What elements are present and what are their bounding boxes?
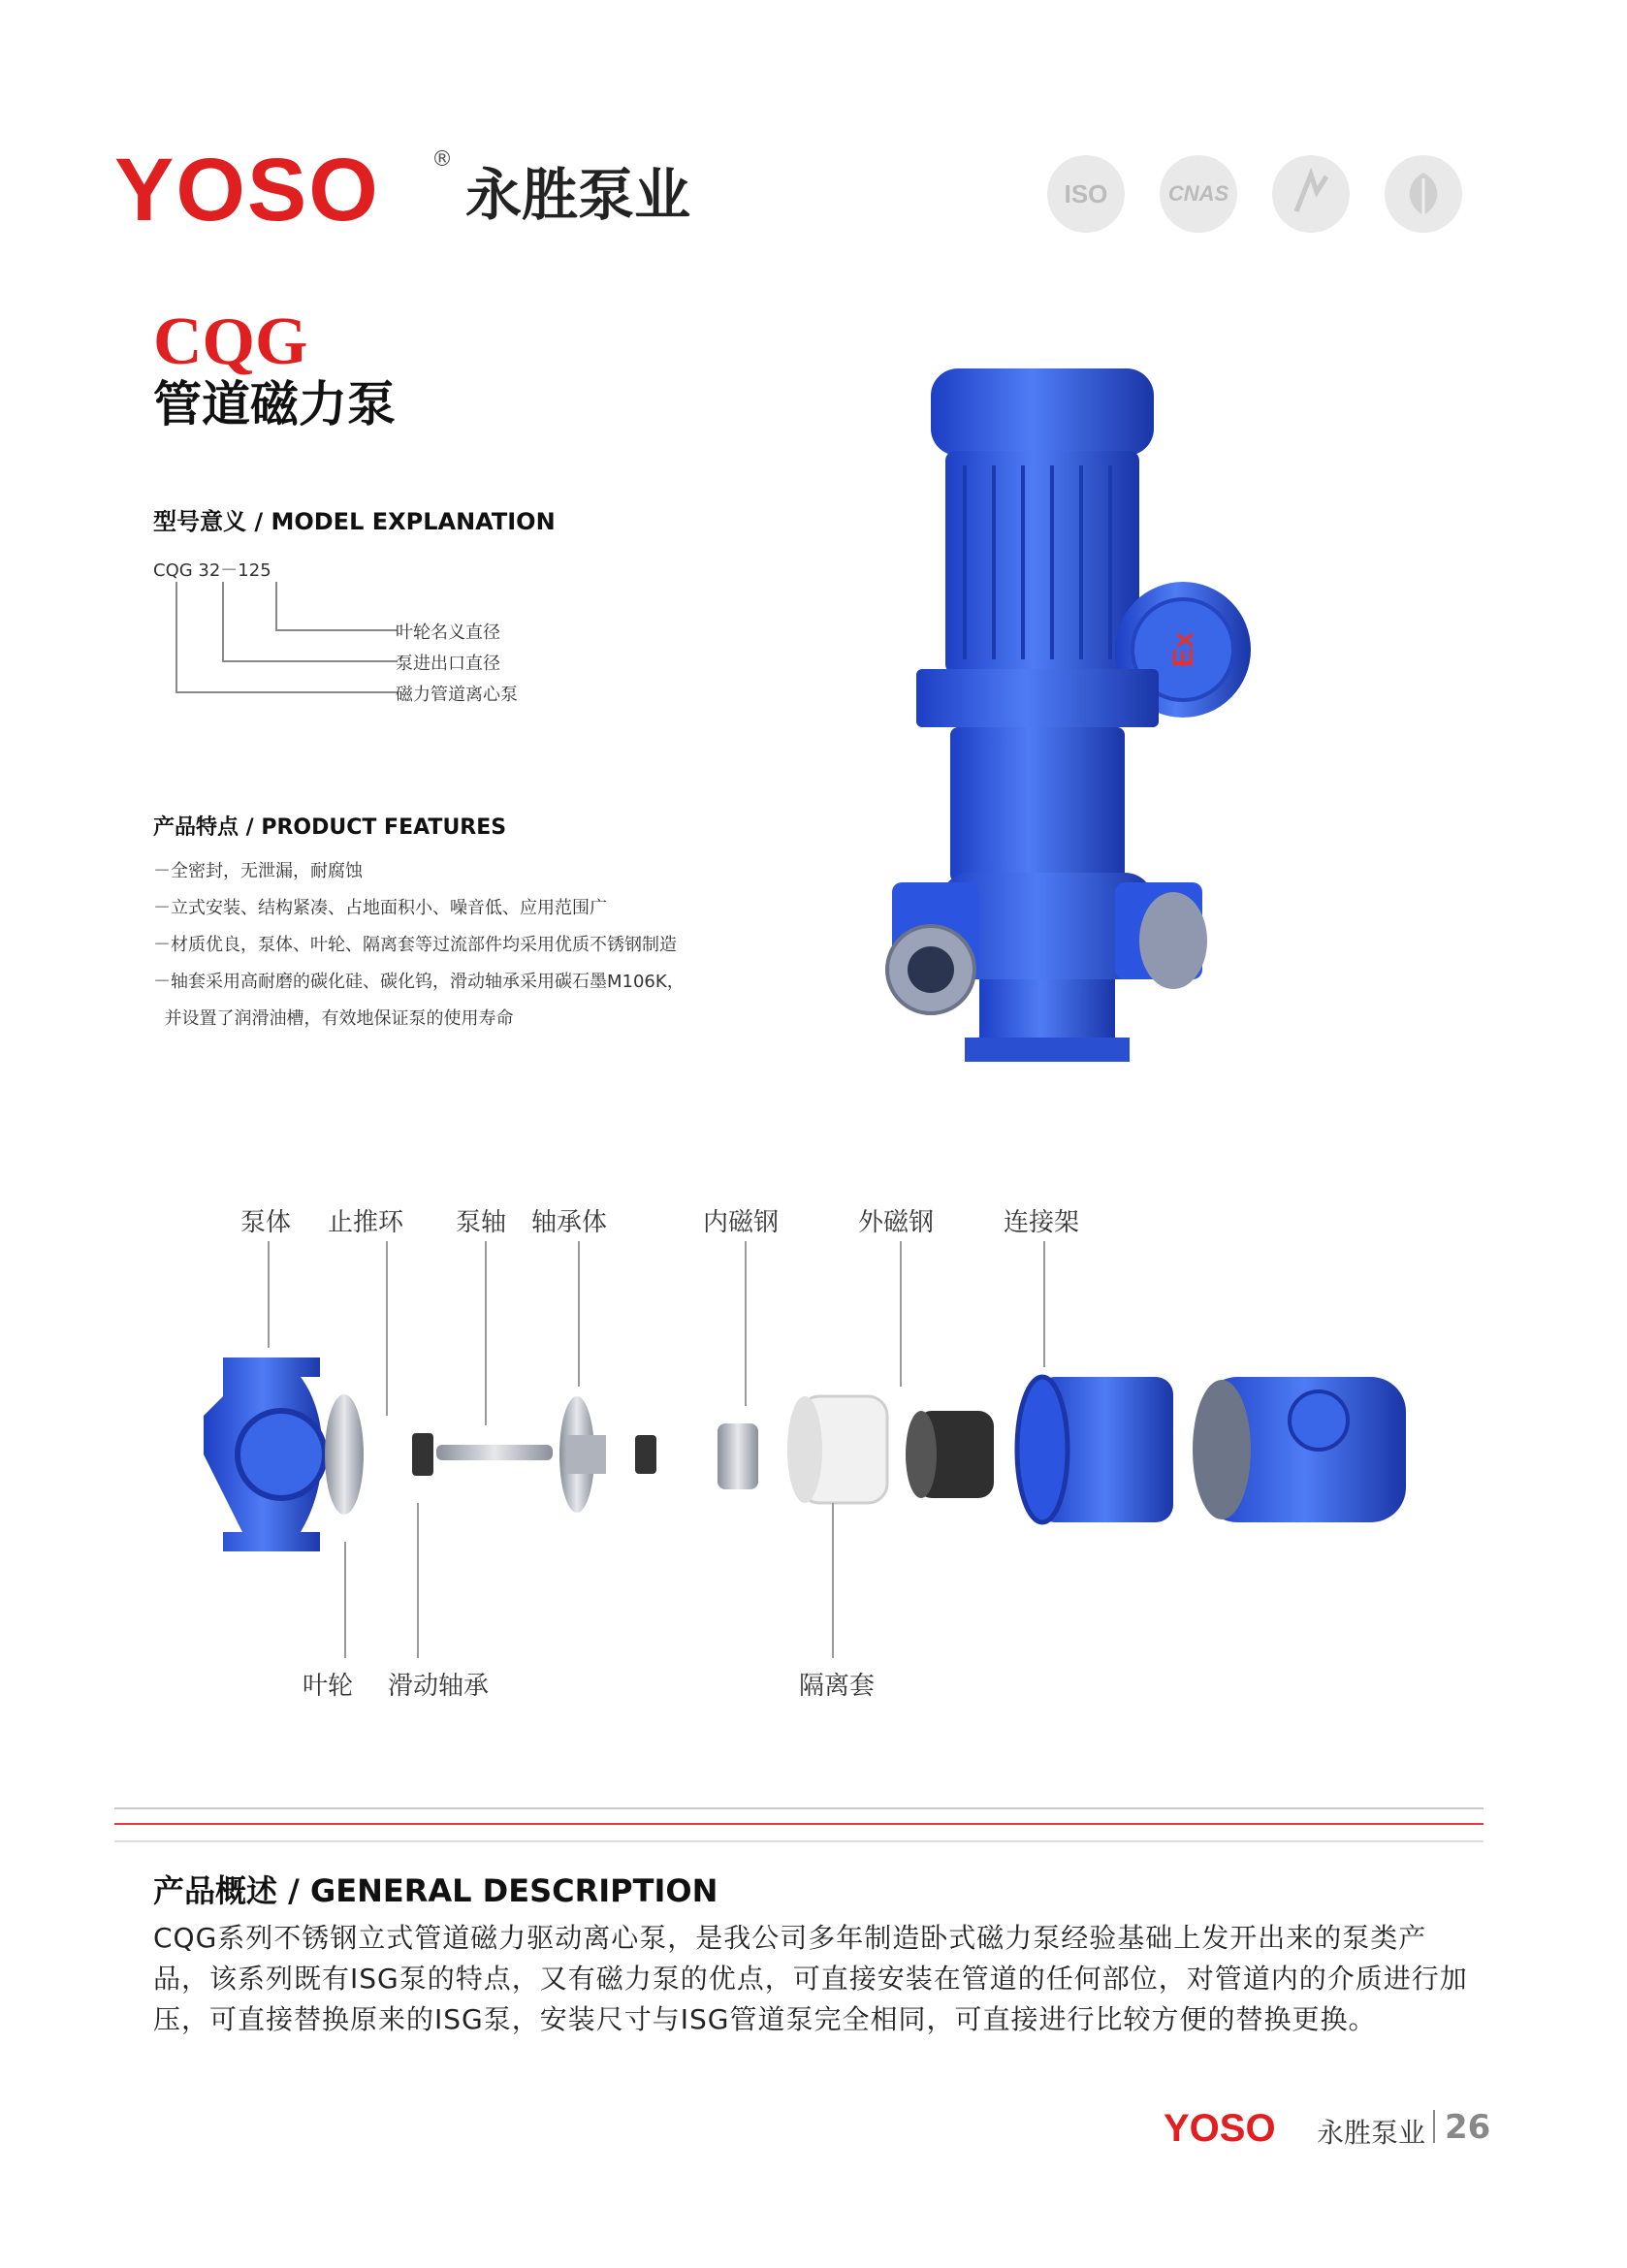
model-explanation-leaders — [165, 582, 398, 708]
part-label-outer-magnet: 外磁钢 — [858, 1208, 935, 1237]
part-label-bracket: 连接架 — [1004, 1208, 1080, 1237]
feature-item: －材质优良，泵体、叶轮、隔离套等过流部件均采用优质不锈钢制造 — [153, 935, 677, 955]
model-item-impeller-diameter: 叶轮名义直径 — [396, 623, 500, 643]
divider-grey — [114, 1807, 1483, 1809]
leaf-cert-icon — [1385, 155, 1462, 233]
part-label-shaft: 泵轴 — [456, 1208, 507, 1237]
ex-mark: Ex — [1167, 631, 1199, 668]
footer-separator — [1433, 2110, 1435, 2143]
leader-line — [344, 1542, 346, 1658]
brand-name-cn: 永胜泵业 — [465, 162, 691, 228]
leader-line — [417, 1503, 419, 1658]
model-name: 管道磁力泵 — [153, 376, 396, 432]
leader-line — [832, 1503, 834, 1658]
model-code: CQG — [153, 304, 308, 379]
part-label-bearing-housing: 轴承体 — [531, 1208, 608, 1237]
registered-mark: ® — [431, 147, 453, 172]
cnas-cert-icon: CNAS — [1160, 155, 1237, 233]
feature-item: 并设置了润滑油槽，有效地保证泵的使用寿命 — [153, 1008, 514, 1029]
part-label-inner-magnet: 内磁钢 — [703, 1208, 780, 1237]
general-description-heading: 产品概述 / GENERAL DESCRIPTION — [153, 1872, 718, 1909]
part-label-impeller: 叶轮 — [303, 1672, 354, 1701]
feature-item: －全密封，无泄漏，耐腐蚀 — [153, 861, 363, 881]
exploded-view-image — [194, 1338, 1416, 1571]
features-heading: 产品特点 / PRODUCT FEATURES — [153, 815, 507, 840]
footer-brand-cn: 永胜泵业 — [1317, 2117, 1426, 2149]
certification-logos — [1047, 155, 1462, 233]
footer-brand-logo: YOSO — [1164, 2107, 1276, 2150]
model-example: CQG 32－125 — [153, 560, 271, 581]
model-explanation-heading: 型号意义 / MODEL EXPLANATION — [153, 508, 556, 535]
part-label-pump-body: 泵体 — [240, 1208, 292, 1237]
brand-logo: YOSO — [114, 141, 380, 240]
part-label-thrust-ring: 止推环 — [328, 1208, 404, 1237]
feature-item: －轴套采用高耐磨的碳化硅、碳化钨，滑动轴承采用碳石墨M106K， — [153, 972, 685, 992]
page-number: 26 — [1445, 2108, 1491, 2147]
cert-emblem-icon — [1272, 155, 1350, 233]
pump-main-image — [873, 359, 1280, 1076]
features-list — [153, 853, 685, 1038]
iso-cert-icon: ISO — [1047, 155, 1125, 233]
leader-line — [268, 1241, 270, 1348]
model-item-inlet-diameter: 泵进出口直径 — [396, 654, 500, 674]
divider-red — [114, 1823, 1483, 1825]
part-label-isolation-sleeve: 隔离套 — [799, 1672, 876, 1701]
part-label-sliding-bearing: 滑动轴承 — [388, 1672, 490, 1701]
feature-item: －立式安装、结构紧凑、占地面积小、噪音低、应用范围广 — [153, 898, 607, 918]
general-description-body: CQG系列不锈钢立式管道磁力驱动离心泵，是我公司多年制造卧式磁力泵经验基础上发开出来的泵类产品，该系列既有ISG泵的特点，又有磁力泵的优点，可直接安装在管道的任何部位，对管道内的介质进行加压，可直接替换原来的ISG泵，安装尺寸与ISG管道泵完全相同，可直接进行比较方便的替换更换。 — [153, 1922, 1468, 2035]
model-item-pump-type: 磁力管道离心泵 — [396, 685, 518, 705]
divider-grey-2 — [114, 1840, 1483, 1842]
